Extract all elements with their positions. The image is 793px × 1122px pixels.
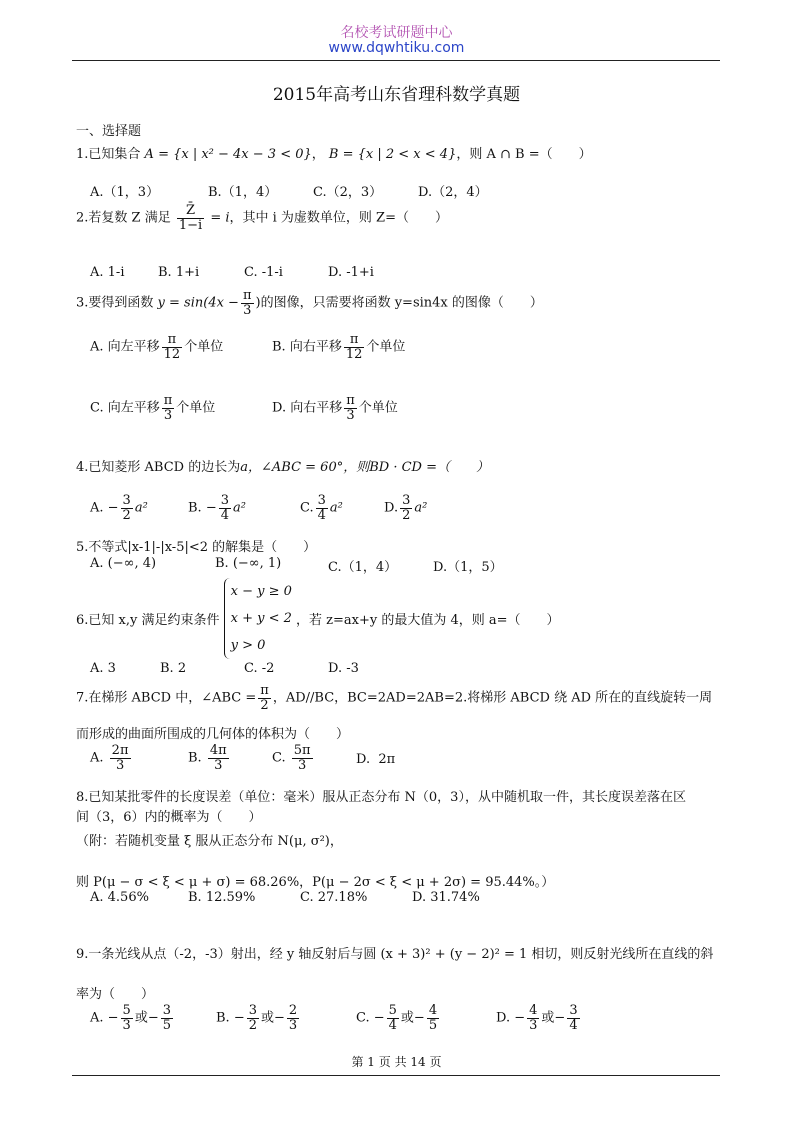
question-6: 6.已知 x,y 满足约束条件 x − y ≥ 0 x + y < 2 y > 0 ，若 z=ax+y 的最大值为 4，则 a=（ ）: [76, 578, 560, 659]
q9-option-b[interactable]: B. − $\frac{3}{2}$ 或− $\frac{2}{3}$: [216, 1003, 298, 1033]
q2-option-d[interactable]: D. -1+i: [328, 265, 374, 280]
q8-hint-formula: 则 P(μ − σ < ξ < μ + σ) = 68.26%，P(μ − 2σ < ξ < μ + 2σ) = 95.44%。）: [76, 875, 555, 890]
question-7: 7.在梯形 ABCD 中，∠ABC = $\frac{\pi}{2}$ ，AD//BC，BC=2AD=2AB=2.将梯形 ABCD 绕 AD 所在的直线旋转一周: [76, 683, 713, 713]
q2-fraction: $\frac{Z̄}{1-i}$: [178, 203, 203, 233]
q4-option-a[interactable]: A. − $\frac{3}{2}$ a²: [90, 493, 148, 523]
footer-divider: [72, 1075, 720, 1076]
q9-option-a[interactable]: A. − $\frac{5}{3}$ 或− $\frac{3}{5}$: [90, 1003, 172, 1033]
q5-option-b[interactable]: B. (−∞, 1): [215, 556, 282, 571]
section-heading: 一、选择题: [76, 124, 142, 139]
header-divider: [72, 60, 720, 61]
q6-option-d[interactable]: D. -3: [328, 661, 359, 676]
question-8-line-2: 间（3，6）内的概率为（ ）: [76, 810, 262, 825]
question-9-line-2: 率为（ ）: [76, 987, 155, 1002]
q1-option-a[interactable]: A.（1，3）: [90, 185, 160, 200]
constraint-system: x − y ≥ 0 x + y < 2 y > 0: [224, 578, 292, 659]
q6-option-c[interactable]: C. -2: [244, 661, 275, 676]
q2-option-a[interactable]: A. 1-i: [90, 265, 125, 280]
q3-option-d[interactable]: D. 向右平移 $\frac{\pi}{3}$ 个单位: [272, 393, 398, 423]
q6-option-a[interactable]: A. 3: [90, 661, 116, 676]
q3-option-b[interactable]: B. 向右平移 $\frac{\pi}{12}$ 个单位: [272, 332, 406, 362]
q7-option-d[interactable]: D. 2π: [356, 752, 396, 767]
q8-option-d[interactable]: D. 31.74%: [412, 890, 480, 905]
vector-dot-product: BD · CD =（ ）: [369, 460, 490, 475]
q1-option-c[interactable]: C.（2，3）: [313, 185, 383, 200]
q9-option-d[interactable]: D. − $\frac{4}{3}$ 或− $\frac{3}{4}$: [496, 1003, 578, 1033]
site-url[interactable]: www.dqwhtiku.com: [328, 40, 465, 56]
q6-option-b[interactable]: B. 2: [160, 661, 187, 676]
q8-option-a[interactable]: A. 4.56%: [90, 890, 149, 905]
question-2: 2.若复数 Z 满足 $\frac{Z̄}{1-i}$ = i，其中 i 为虚数单位，则 Z=（ ）: [76, 203, 448, 233]
q7-option-b[interactable]: B. $\frac{4\pi}{3}$: [188, 743, 227, 773]
q5-option-d[interactable]: D.（1，5）: [433, 560, 503, 575]
question-5: 5.不等式|x-1|-|x-5|<2 的解集是（ ）: [76, 540, 317, 555]
page-number: 1: [367, 1055, 375, 1069]
q4-option-c[interactable]: C. $\frac{3}{4}$ a²: [300, 493, 343, 523]
q5-option-c[interactable]: C.（1，4）: [328, 560, 398, 575]
q9-option-c[interactable]: C. − $\frac{5}{4}$ 或− $\frac{4}{5}$: [356, 1003, 438, 1033]
set-a: A = {x | x² − 4x − 3 < 0}: [144, 147, 312, 162]
q4-option-d[interactable]: D. $\frac{3}{2}$ a²: [384, 493, 428, 523]
q3-option-c[interactable]: C. 向左平移 $\frac{\pi}{3}$ 个单位: [90, 393, 216, 423]
question-1: 1.已知集合 A = {x | x² − 4x − 3 < 0}， B = {x | 2 < x < 4}，则 A ∩ B =（ ）: [76, 147, 592, 162]
q3-fraction: $\frac{\pi}{3}$: [242, 288, 252, 318]
question-3: 3.要得到函数 y = sin(4x − $\frac{\pi}{3}$ )的图像，只需要将函数 y=sin4x 的图像（ ）: [76, 288, 543, 318]
q8-hint: （附：若随机变量 ξ 服从正态分布 N(μ, σ²)，: [76, 834, 343, 849]
q8-option-b[interactable]: B. 12.59%: [188, 890, 256, 905]
q1-option-b[interactable]: B.（1，4）: [208, 185, 278, 200]
question-7-line-2: 而形成的曲面所围成的几何体的体积为（ ）: [76, 727, 350, 742]
q1-option-d[interactable]: D.（2，4）: [418, 185, 488, 200]
q8-option-c[interactable]: C. 27.18%: [300, 890, 368, 905]
q4-option-b[interactable]: B. − $\frac{3}{4}$ a²: [188, 493, 246, 523]
site-name: 名校考试研题中心: [340, 25, 453, 41]
page-footer: 第 1 页 共 14 页: [351, 1055, 442, 1069]
q7-option-c[interactable]: C. $\frac{5\pi}{3}$: [272, 743, 311, 773]
question-8: 8.已知某批零件的长度误差（单位：毫米）服从正态分布 N（0，3），从中随机取一件，其长度误差落在区: [76, 790, 686, 805]
page-title: 2015年高考山东省理科数学真题: [272, 85, 521, 105]
question-9: 9.一条光线从点（-2，-3）射出，经 y 轴反射后与圆 (x + 3)² + (y − 2)² = 1 相切，则反射光线所在直线的斜: [76, 947, 714, 962]
set-b: B = {x | 2 < x < 4}: [328, 147, 457, 162]
question-4: 4.已知菱形 ABCD 的边长为a，∠ABC = 60°，则BD · CD =（ ）: [76, 460, 490, 475]
q2-option-b[interactable]: B. 1+i: [158, 265, 200, 280]
q3-option-a[interactable]: A. 向左平移 $\frac{\pi}{12}$ 个单位: [90, 332, 224, 362]
q5-option-a[interactable]: A. (−∞, 4): [90, 556, 157, 571]
q7-option-a[interactable]: A. $\frac{2\pi}{3}$: [90, 743, 129, 773]
page-total: 14: [410, 1055, 426, 1069]
q2-option-c[interactable]: C. -1-i: [244, 265, 283, 280]
